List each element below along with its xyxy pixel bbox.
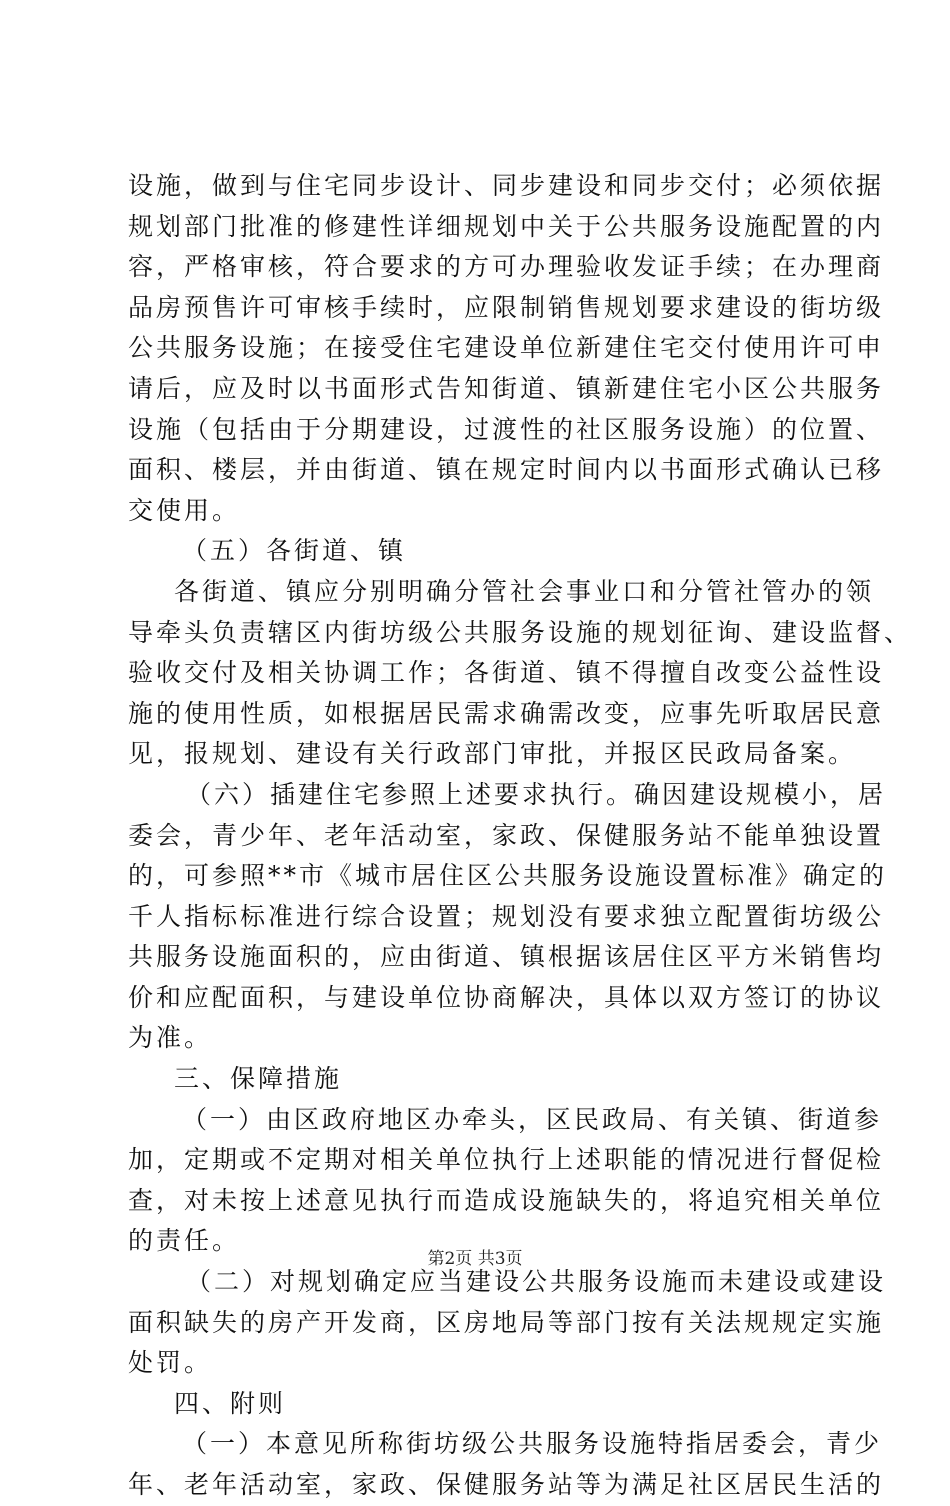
- paragraph-start: （六）插建住宅参照上述要求执行。确因建设规模小，居: [186, 779, 887, 809]
- text-line: 规划部门批准的修建性详细规划中关于公共服务设施配置的内: [128, 211, 885, 241]
- text-line: 面积、楼层，并由街道、镇在规定时间内以书面形式确认已移: [128, 455, 885, 485]
- section-heading: （五）各街道、镇: [182, 536, 407, 566]
- text-line: 设施，做到与住宅同步设计、同步建设和同步交付；必须依据: [128, 171, 885, 200]
- text-line: 容，严格审核，符合要求的方可办理验收发证手续；在办理商: [128, 252, 885, 282]
- text-line: 加，定期或不定期对相关单位执行上述职能的情况进行督促检: [128, 1145, 885, 1175]
- section-heading: 三、保障措施: [174, 1064, 343, 1094]
- text-line: 交使用。: [128, 495, 241, 525]
- text-line: 千人指标标准进行综合设置；规划没有要求独立配置街坊级公: [128, 901, 885, 931]
- text-line: 年、老年活动室，家政、保健服务站等为满足社区居民生活的: [128, 1470, 885, 1499]
- document-body: [128, 166, 913, 1506]
- text-line: 品房预售许可审核手续时，应限制销售规划要求建设的街坊级: [128, 292, 885, 322]
- text-line: 共服务设施面积的，应由街道、镇根据该居住区平方米销售均: [128, 942, 885, 972]
- text-line: 面积缺失的房产开发商，区房地局等部门按有关法规规定实施: [128, 1307, 885, 1337]
- text-line: 设施（包括由于分期建设，过渡性的社区服务设施）的位置、: [128, 414, 885, 444]
- text-line: 处罚。: [128, 1348, 213, 1378]
- paragraph-start: 各街道、镇应分别明确分管社会事业口和分管社管办的领: [174, 576, 875, 606]
- text-line: 查，对未按上述意见执行而造成设施缺失的，将追究相关单位: [128, 1185, 885, 1215]
- text-line: 为准。: [128, 1023, 213, 1053]
- paragraph-start: （一）本意见所称街坊级公共服务设施特指居委会，青少: [182, 1429, 883, 1459]
- section-heading: 四、附则: [174, 1388, 287, 1418]
- paragraph-start: （二）对规划确定应当建设公共服务设施而未建设或建设: [186, 1267, 887, 1297]
- text-line: 的，可参照**市《城市居住区公共服务设施设置标准》确定的: [128, 861, 888, 891]
- text-line: 施的使用性质，如根据居民需求确需改变，应事先听取居民意: [128, 698, 885, 728]
- text-line: 导牵头负责辖区内街坊级公共服务设施的规划征询、建设监督、: [128, 617, 913, 647]
- text-line: 委会，青少年、老年活动室，家政、保健服务站不能单独设置: [128, 820, 885, 850]
- page-footer: 第2页 共3页: [427, 1249, 523, 1269]
- paragraph-start: （一）由区政府地区办牵头，区民政局、有关镇、街道参: [182, 1104, 883, 1134]
- text-line: 验收交付及相关协调工作；各街道、镇不得擅自改变公益性设: [128, 658, 885, 688]
- text-line: 见，报规划、建设有关行政部门审批，并报区民政局备案。: [128, 739, 857, 769]
- text-line: 的责任。: [128, 1226, 241, 1256]
- text-line: 请后，应及时以书面形式告知街道、镇新建住宅小区公共服务: [128, 373, 885, 403]
- text-line: 公共服务设施；在接受住宅建设单位新建住宅交付使用许可申: [128, 333, 885, 363]
- text-line: 价和应配面积，与建设单位协商解决，具体以双方签订的协议: [128, 982, 885, 1012]
